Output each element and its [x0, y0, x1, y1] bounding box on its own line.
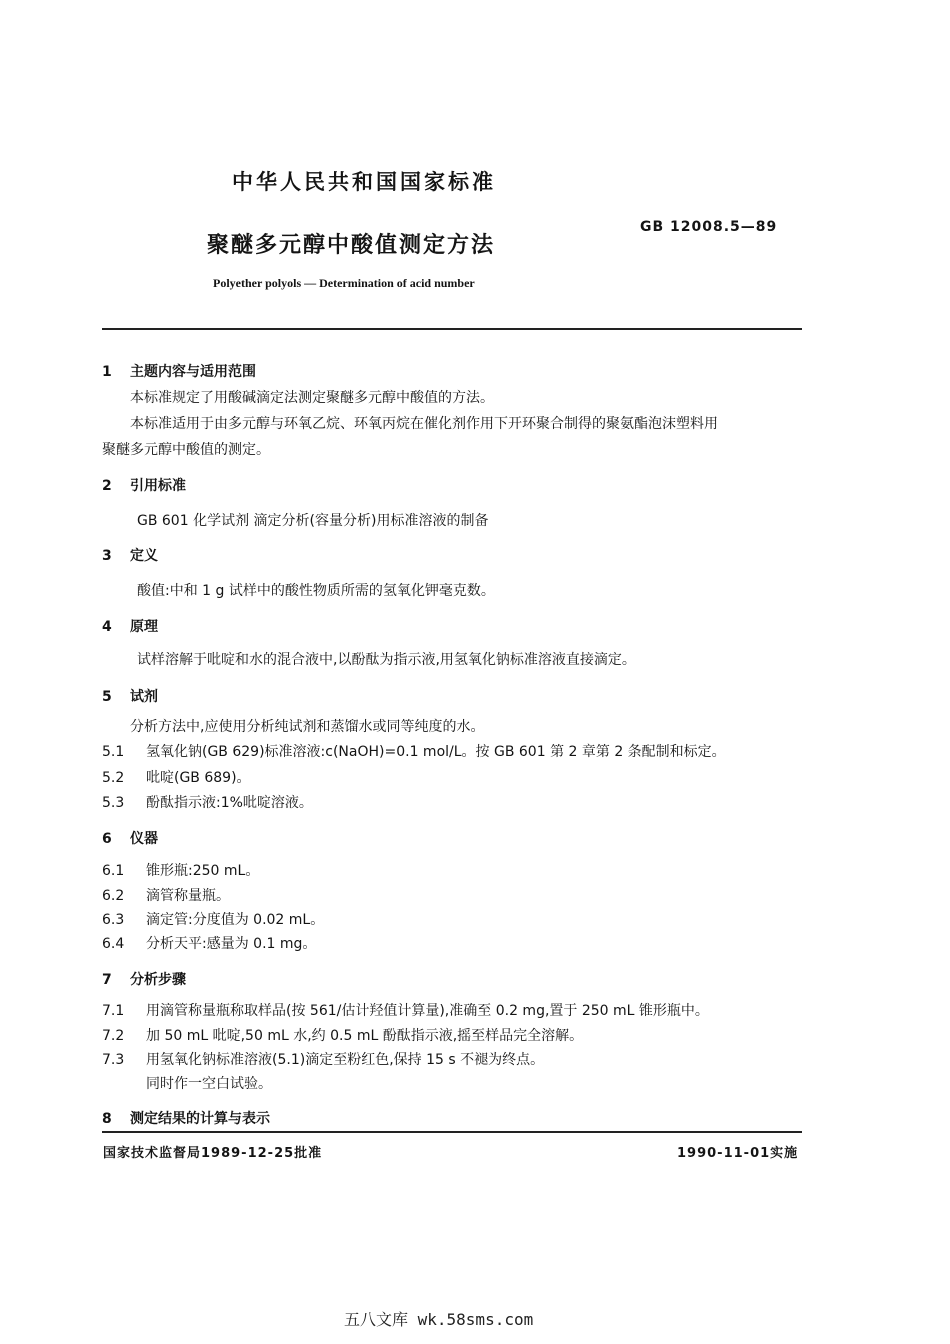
clause-number: 7.1: [102, 1003, 125, 1019]
section-3-heading: [102, 545, 158, 565]
clause-text: 用氢氧化钠标准溶液(5.1)滴定至粉红色,保持 15 s 不褪为终点。: [146, 1052, 545, 1068]
section-number: 2: [102, 478, 112, 494]
document-title-english: Polyether polyols — Determination of acid number: [213, 276, 475, 290]
clause-6-2: [102, 885, 230, 905]
clause-text: 分析天平:感量为 0.1 mg。: [146, 936, 317, 952]
clause-text: 用滴管称量瓶称取样品(按 561/估计羟值计算量),准确至 0.2 mg,置于 250 mL 锥形瓶中。: [146, 1003, 709, 1019]
section-1-paragraph-2-line-2: 聚醚多元醇中酸值的测定。: [102, 442, 270, 458]
clause-6-4: [102, 933, 316, 953]
watermark-text: 五八文库 wk.58sms.com: [344, 1310, 534, 1329]
top-rule: [102, 328, 802, 330]
section-title: 主题内容与适用范围: [130, 364, 256, 380]
section-number: 4: [102, 619, 112, 635]
bottom-rule: [102, 1131, 802, 1133]
section-title: 试剂: [130, 689, 158, 705]
clause-number: 6.2: [102, 888, 125, 904]
clause-5-1: [102, 741, 726, 761]
section-6-heading: [102, 828, 158, 848]
section-title: 测定结果的计算与表示: [130, 1111, 270, 1127]
implementation-date: 1990-11-01实施: [677, 1146, 799, 1161]
clause-7-1: [102, 1000, 709, 1020]
clause-7-3: [102, 1049, 544, 1069]
clause-number: 5.3: [102, 795, 125, 811]
section-8-heading: [102, 1108, 270, 1128]
section-2-heading: [102, 475, 186, 495]
section-5-heading: [102, 686, 158, 706]
clause-text: 滴管称量瓶。: [146, 888, 230, 904]
clause-5-2: [102, 767, 251, 787]
clause-text: 氢氧化钠(GB 629)标准溶液:c(NaOH)=0.1 mol/L。按 GB 601 第 2 章第 2 条配制和标定。: [146, 744, 726, 760]
clause-text: 加 50 mL 吡啶,50 mL 水,约 0.5 mL 酚酞指示液,摇至样品完全溶解。: [146, 1028, 584, 1044]
clause-text: 滴定管:分度值为 0.02 mL。: [146, 912, 325, 928]
section-3-paragraph: 酸值:中和 1 g 试样中的酸性物质所需的氢氧化钾毫克数。: [137, 583, 495, 599]
clause-number: 7.2: [102, 1028, 125, 1044]
clause-number: 5.1: [102, 744, 125, 760]
clause-number: 6.3: [102, 912, 125, 928]
clause-text: 酚酞指示液:1%吡啶溶液。: [146, 795, 313, 811]
clause-6-1: [102, 860, 259, 880]
section-2-paragraph: GB 601 化学试剂 滴定分析(容量分析)用标准溶液的制备: [137, 513, 489, 529]
section-1-paragraph-1: 本标准规定了用酸碱滴定法测定聚醚多元醇中酸值的方法。: [130, 390, 494, 406]
section-number: 3: [102, 548, 112, 564]
clause-number: 7.3: [102, 1052, 125, 1068]
section-1-heading: [102, 361, 256, 381]
section-number: 1: [102, 364, 112, 380]
section-number: 6: [102, 831, 112, 847]
clause-7-2: [102, 1025, 583, 1045]
clause-text: 吡啶(GB 689)。: [146, 770, 251, 786]
section-5-paragraph: 分析方法中,应使用分析纯试剂和蒸馏水或同等纯度的水。: [130, 719, 485, 735]
standard-code: GB 12008.5—89: [640, 219, 778, 235]
clause-number: 6.1: [102, 863, 125, 879]
section-4-heading: [102, 616, 158, 636]
approval-date: 国家技术监督局1989-12-25批准: [103, 1146, 323, 1161]
section-number: 5: [102, 689, 112, 705]
section-title: 原理: [130, 619, 158, 635]
section-4-paragraph: 试样溶解于吡啶和水的混合液中,以酚酞为指示液,用氢氧化钠标准溶液直接滴定。: [137, 652, 636, 668]
clause-text: 锥形瓶:250 mL。: [146, 863, 260, 879]
clause-number: 6.4: [102, 936, 125, 952]
section-title: 仪器: [130, 831, 158, 847]
section-1-paragraph-2-line-1: 本标准适用于由多元醇与环氧乙烷、环氧丙烷在催化剂作用下开环聚合制得的聚氨酯泡沫塑料用: [130, 416, 718, 432]
section-number: 7: [102, 972, 112, 988]
section-title: 定义: [130, 548, 158, 564]
document-title: 聚醚多元醇中酸值测定方法: [207, 233, 496, 258]
section-7-heading: [102, 969, 186, 989]
national-standard-heading: 中华人民共和国国家标准: [232, 170, 496, 194]
section-number: 8: [102, 1111, 112, 1127]
clause-5-3: [102, 792, 313, 812]
clause-number: 5.2: [102, 770, 125, 786]
section-7-note: 同时作一空白试验。: [146, 1076, 272, 1092]
section-title: 分析步骤: [130, 972, 186, 988]
clause-6-3: [102, 909, 324, 929]
section-title: 引用标准: [130, 478, 186, 494]
